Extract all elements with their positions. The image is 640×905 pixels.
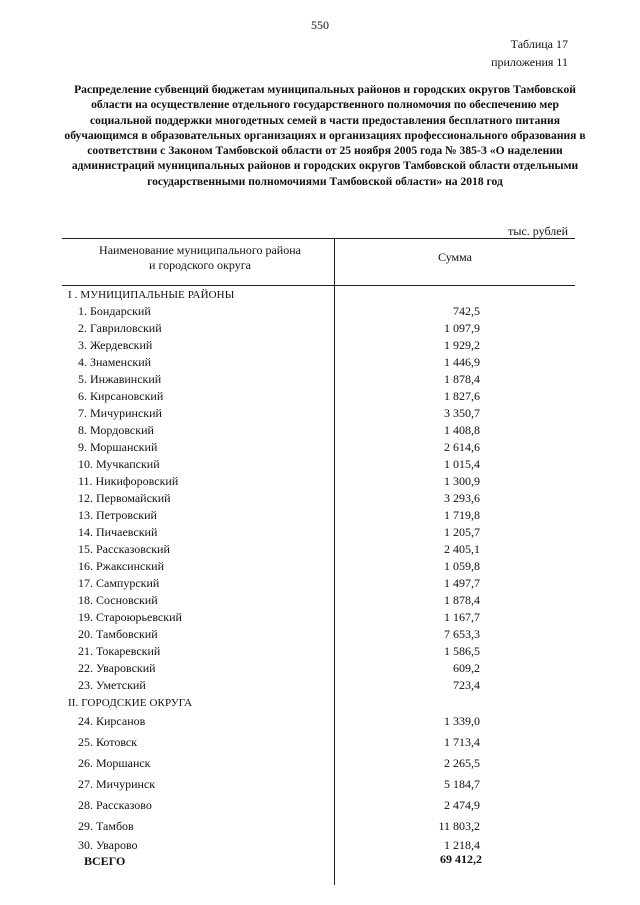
section-municipal-districts: I . МУНИЦИПАЛЬНЫЕ РАЙОНЫ [68, 289, 235, 301]
row-name: 12. Первомайский [78, 491, 171, 505]
row-value: 1 218,4 [444, 838, 480, 852]
row-name: 29. Тамбов [78, 819, 134, 833]
units-label: тыс. рублей [508, 224, 568, 238]
row-value: 1 205,7 [444, 525, 480, 539]
row-name: 8. Мордовский [78, 423, 154, 437]
row-name: 16. Ржаксинский [78, 559, 164, 573]
row-value: 609,2 [453, 661, 480, 675]
row-name: 5. Инжавинский [78, 372, 162, 386]
row-value: 3 293,6 [444, 491, 480, 505]
row-value: 1 339,0 [444, 714, 480, 728]
row-value: 3 350,7 [444, 406, 480, 420]
row-value: 2 405,1 [444, 542, 480, 556]
row-value: 5 184,7 [444, 777, 480, 791]
row-value: 1 015,4 [444, 457, 480, 471]
row-name: 4. Знаменский [78, 355, 152, 369]
row-name: 19. Староюрьевский [78, 610, 182, 624]
row-name: 30. Уварово [78, 838, 138, 852]
row-name: 11. Никифоровский [78, 474, 179, 488]
row-name: 22. Уваровский [78, 661, 156, 675]
row-name: 28. Рассказово [78, 798, 152, 812]
row-value: 1 497,7 [444, 576, 480, 590]
row-value: 1 097,9 [444, 321, 480, 335]
row-value: 1 719,8 [444, 508, 480, 522]
row-name: 2. Гавриловский [78, 321, 162, 335]
row-name: 1. Бондарский [78, 304, 151, 318]
row-value: 2 474,9 [444, 798, 480, 812]
appendix-label: приложения 11 [491, 55, 568, 69]
column-header-name-line2: и городского округа [149, 258, 251, 272]
row-value: 11 803,2 [438, 819, 480, 833]
row-name: 14. Пичаевский [78, 525, 158, 539]
row-value: 2 614,6 [444, 440, 480, 454]
row-value: 1 827,6 [444, 389, 480, 403]
row-value: 7 653,3 [444, 627, 480, 641]
column-header-name [66, 243, 334, 273]
table-header-border [62, 285, 575, 286]
row-name: 21. Токаревский [78, 644, 161, 658]
table-label: Таблица 17 [510, 37, 568, 51]
page-number: 550 [311, 18, 329, 32]
row-value: 1 878,4 [444, 593, 480, 607]
row-name: 15. Рассказовский [78, 542, 170, 556]
row-value: 723,4 [453, 678, 480, 692]
row-name: 26. Моршанск [78, 756, 151, 770]
row-value: 1 408,8 [444, 423, 480, 437]
row-name: 27. Мичуринск [78, 777, 156, 791]
column-header-sum: Сумма [438, 250, 472, 264]
row-name: 10. Мучкапский [78, 457, 160, 471]
row-name: 6. Кирсановский [78, 389, 164, 403]
row-name: 18. Сосновский [78, 593, 158, 607]
table-top-border [62, 238, 575, 239]
row-value: 1 059,8 [444, 559, 480, 573]
document-title: Распределение субвенций бюджетам муниципальных районов и городских округов Тамбовской области на осуществление отдельного государственного полномочия по обеспечению мер социальной поддержки многодетных семей в части предоставления бесплатного питания обучающимся в образовательных организациях и организациях профессионального образования в соответствии с Законом Тамбовской области от 25 ноября 2005 года № 385-З «О наделении администраций муниципальных районов и городских округов Тамбовской области отдельными государственными полномочиями Тамбовской области» на 2018 год [64, 83, 586, 188]
row-name: 17. Сампурский [78, 576, 160, 590]
row-name: 24. Кирсанов [78, 714, 146, 728]
table-column-divider [334, 238, 335, 885]
row-name: 9. Моршанский [78, 440, 158, 454]
row-name: 25. Котовск [78, 735, 138, 749]
row-name: 7. Мичуринский [78, 406, 162, 420]
row-value: 1 446,9 [444, 355, 480, 369]
row-value: 1 167,7 [444, 610, 480, 624]
row-value: 742,5 [453, 304, 480, 318]
section-city-districts: II. ГОРОДСКИЕ ОКРУГА [68, 697, 193, 709]
row-value: 1 878,4 [444, 372, 480, 386]
row-name: 3. Жердевский [78, 338, 153, 352]
row-value: 1 713,4 [444, 735, 480, 749]
total-label: ВСЕГО [84, 854, 126, 868]
row-value: 2 265,5 [444, 756, 480, 770]
column-header-name-line1: Наименование муниципального района [99, 243, 301, 257]
row-value: 1 929,2 [444, 338, 480, 352]
row-name: 20. Тамбовский [78, 627, 158, 641]
total-value: 69 412,2 [440, 852, 482, 866]
row-name: 23. Уметский [78, 678, 146, 692]
row-name: 13. Петровский [78, 508, 157, 522]
row-value: 1 300,9 [444, 474, 480, 488]
row-value: 1 586,5 [444, 644, 480, 658]
